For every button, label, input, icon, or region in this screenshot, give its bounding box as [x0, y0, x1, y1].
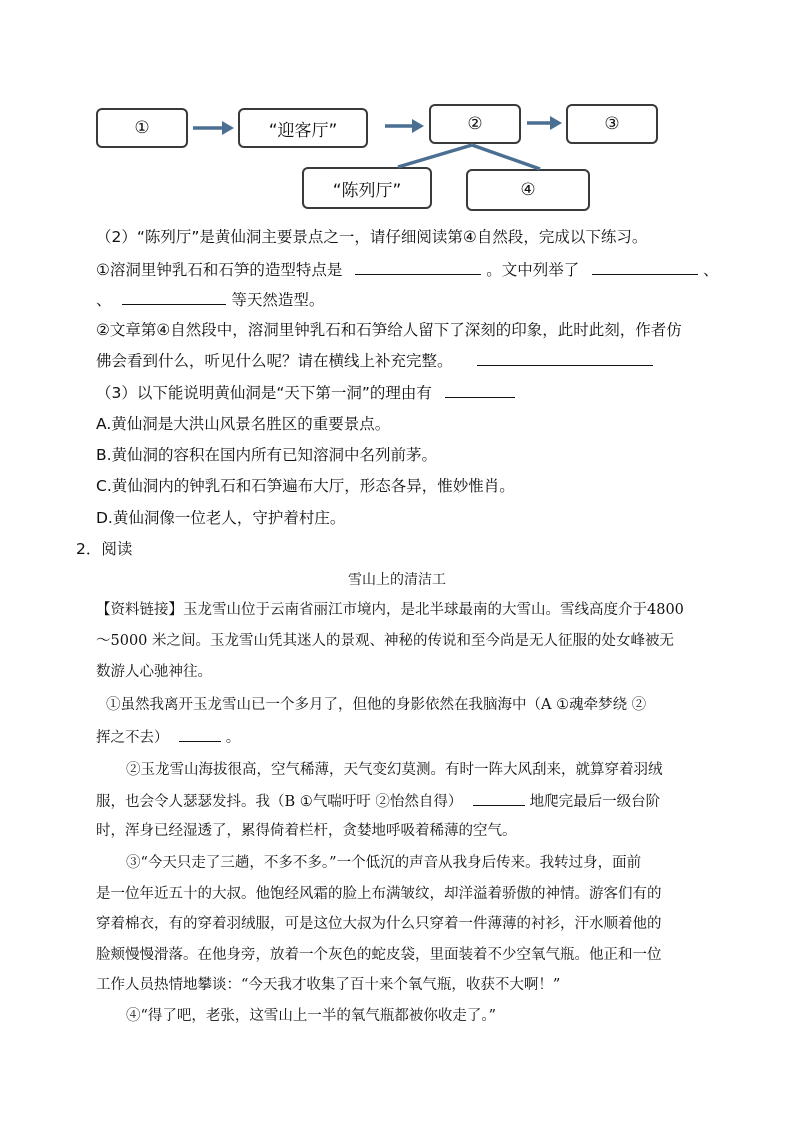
- diagram-box-3-label: ②: [467, 114, 483, 134]
- passage-line-14: ④“得了吧，老张，这雪山上一半的氧气瓶都被你收走了。”: [126, 1008, 497, 1024]
- passage-line-11: 穿着棉衣，有的穿着羽绒服，可是这位大叔为什么只穿着一件薄薄的衬衫，汗水顺着他的: [96, 916, 662, 932]
- arrow-3-head: [550, 116, 562, 130]
- passage-line-5: 挥之不去）: [96, 730, 169, 746]
- passage-line-5-row: [96, 726, 240, 748]
- q2-item2-row2: [96, 350, 653, 371]
- passage-line-1: 【资料链接】玉龙雪山位于云南省丽江市境内，是北半球最南的大雪山。雪线高度介于4800: [96, 602, 684, 618]
- q2-item1-text-b: 。文中列举了: [486, 261, 580, 279]
- diagram-arrows: [0, 0, 794, 230]
- passage-line-10: 是一位年近五十的大叔。他饱经风霜的脸上布满皱纹，却洋溢着骄傲的神情。游客们有的: [96, 886, 662, 902]
- passage-line-9: ③“今天只走了三趟，不多不多。”一个低沉的声音从我身后传来。我转过身，面前: [126, 855, 642, 871]
- section2-heading: 2．阅读: [76, 540, 133, 558]
- q2-item1-text-e: 等天然造型。: [231, 291, 325, 309]
- arrow-1-head: [222, 121, 234, 135]
- answer-blank-feature[interactable]: [355, 259, 481, 275]
- q2-item1-text-a: ①溶洞里钟乳石和石笋的造型特点是: [96, 261, 343, 279]
- passage-line-3: 数游人心驰神往。: [96, 664, 212, 680]
- passage-line-12: 脸颊慢慢滑落。在他身旁，放着一个灰色的蛇皮袋，里面装着不少空氧气瓶。他正和一位: [96, 947, 662, 963]
- q2-item1-row2: [96, 289, 324, 310]
- branch-right: [472, 145, 540, 169]
- passage-title: 雪山上的清洁工: [348, 572, 446, 588]
- answer-blank-example-1[interactable]: [592, 259, 698, 275]
- arrow-2-head: [412, 119, 424, 133]
- diagram-box-6-label: ④: [520, 180, 536, 200]
- answer-blank-imagine[interactable]: [477, 350, 653, 366]
- passage-line-7: 服，也会令人瑟瑟发抖。我（B ①气喘吁吁 ②怡然自得）: [96, 794, 463, 810]
- q2-item2-row1: ②文章第④自然段中，溶洞里钟乳石和石笋给人留下了深刻的印象，此时此刻，作者仿: [96, 321, 682, 339]
- q3-option-c: C.黄仙洞内的钟乳石和石笋遍布大厅，形态各异，惟妙惟肖。: [96, 477, 515, 495]
- diagram-box-2-label: “迎客厅”: [268, 120, 338, 141]
- q2-intro: （2）“陈列厅”是黄仙洞主要景点之一，请仔细阅读第④自然段，完成以下练习。: [96, 228, 648, 246]
- passage-line-2: ～5000 米之间。玉龙雪山凭其迷人的景观、神秘的传说和至今尚是无人征服的处女峰被无: [96, 633, 675, 649]
- q3-stem-row: [96, 382, 515, 403]
- q3-stem: （3）以下能说明黄仙洞是“天下第一洞”的理由有: [96, 384, 432, 402]
- diagram-box-5-label: “陈列厅”: [332, 180, 402, 201]
- branch-left: [398, 145, 472, 167]
- q3-option-a: A.黄仙洞是大洪山风景名胜区的重要景点。: [96, 415, 391, 433]
- q3-option-d: D.黄仙洞像一位老人，守护着村庄。: [96, 509, 346, 527]
- passage-line-4: ①虽然我离开玉龙雪山已一个多月了，但他的身影依然在我脑海中（A ①魂牵梦绕 ②: [106, 697, 647, 713]
- passage-line-13: 工作人员热情地攀谈：“今天我才收集了百十来个氧气瓶，收获不大啊！”: [96, 977, 561, 993]
- q2-item2-text-b: 佛会看到什么，听见什么呢？请在横线上补充完整。: [96, 352, 453, 370]
- passage-line-5-period: 。: [225, 730, 241, 746]
- answer-blank-B[interactable]: [473, 790, 525, 806]
- q2-item1-text-c: 、: [703, 261, 719, 279]
- diagram-box-4-label: ③: [604, 114, 620, 134]
- passage-line-8: 时，浑身已经湿透了，累得倚着栏杆，贪婪地呼吸着稀薄的空气。: [96, 823, 517, 839]
- answer-blank-example-2[interactable]: [122, 289, 226, 305]
- answer-blank-A[interactable]: [179, 726, 221, 742]
- q3-option-b: B.黄仙洞的容积在国内所有已知溶洞中名列前茅。: [96, 446, 438, 464]
- passage-line-7-row: [96, 790, 660, 812]
- passage-line-7-b: 地爬完最后一级台阶: [529, 794, 661, 810]
- diagram-box-1-label: ①: [134, 118, 150, 138]
- answer-blank-q3[interactable]: [445, 382, 515, 398]
- q2-item1-text-d: 、: [96, 291, 112, 309]
- q2-item1-row1: [96, 259, 719, 280]
- passage-line-6: ②玉龙雪山海拔很高，空气稀薄，天气变幻莫测。有时一阵大风刮来，就算穿着羽绒: [126, 762, 663, 778]
